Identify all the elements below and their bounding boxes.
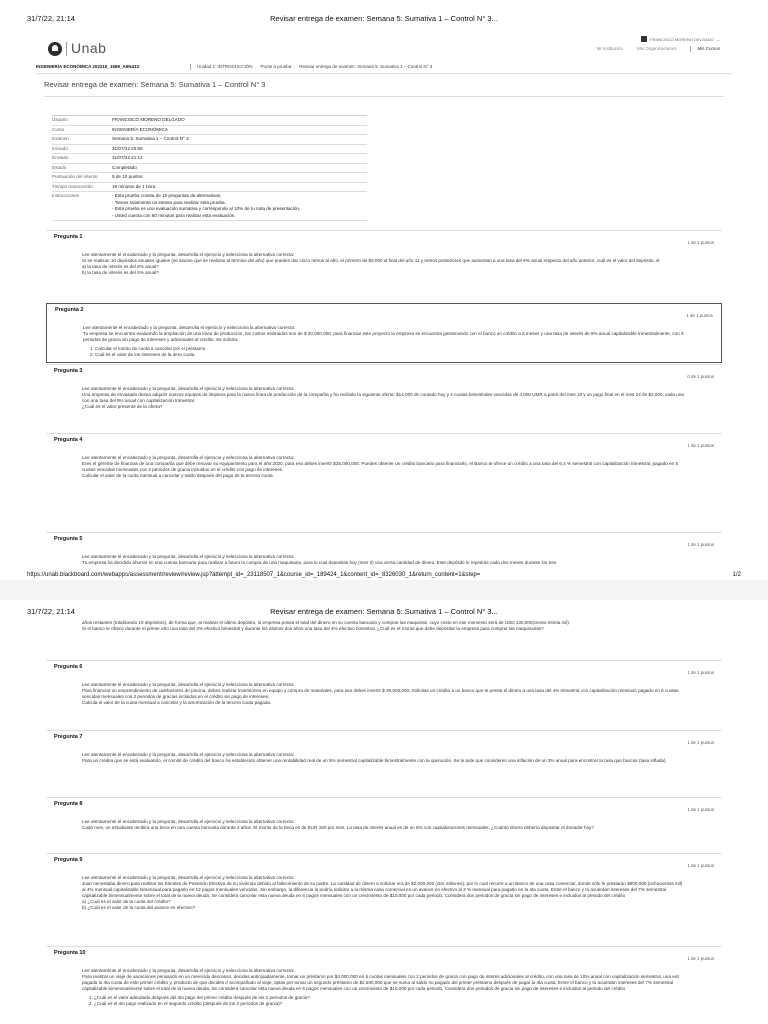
question-text: Lee atentamente el encabezado y la pregunta, desarrolla el ejercicio y selecciona la alternativa correcta: [82, 751, 295, 757]
question-points: 1 de 1 puntos [687, 863, 714, 868]
question-text: b) ¿Cuál es el valor de la cuota del avance en efectivo? [82, 904, 196, 910]
question-points: 1 de 1 puntos [687, 956, 714, 961]
info-label: Tiempo transcurrido [52, 183, 93, 189]
question-text: Lee atentamente el encabezado y la pregunta, desarrolla el ejercicio y selecciona la alternativa correcta: [82, 874, 295, 880]
question-block [46, 660, 722, 722]
info-value-line: - Esta prueba es una evaluación sumativa y corresponde al 10% de tu nota de presentación. [112, 206, 301, 211]
question-label: Pregunta 7 [54, 734, 83, 740]
question-block [46, 797, 722, 859]
attempt-info-table [52, 115, 367, 221]
question-block [46, 853, 722, 935]
question-body [46, 246, 722, 276]
page-gap [0, 580, 768, 600]
question-label: Pregunta 3 [54, 368, 83, 374]
question-body [46, 676, 722, 706]
question-text: ¿Cuál es el valor presente de la oferta? [82, 403, 163, 409]
question-subitems [82, 995, 686, 1007]
chevron-down-icon: ⌄ [716, 36, 720, 42]
question-text: Tu empresa ha decidido ahorrar en una cuenta bancaria para realizar a futuro la compra de una maquinaria, para lo cual depositas hoy (mes 0) una cierta cantidad de dinero. Este depósito lo repetirás cada dos meses durante los tres [82, 559, 557, 565]
question-header [46, 731, 722, 746]
unab-logo[interactable] [48, 39, 128, 59]
question-text: Para realizar un viaje de vacaciones pensando en un merecido descanso, decides anticipadamente, tomar un préstamo por $4,000,000 en 6 cuotas mensuales con 2 periodos de gracia con pago de interés adicionales al crédito, con una tasa de 10% anual con capitalización semestral, una vez pagada la 4ta cuota de este primer crédito y, producto de que decides ir acompañado al viaje, optas por tomar un segundo préstamo de $2,500,000 que se suma al saldo no pagado del primer préstamo después de pagar la 4ta cuota, Entre el banco y tú acuerdan intereses del 7% semestral capitalizable bimensualmente sobre el total de la nueva deuda, Se considera cancelar esta nueva deuda en 6 pagos mensuales con un crecimiento de $10,000 por cada periodo, Considera dos periodos de gracia sin pago de intereses e incluidos al periodo del crédito [82, 973, 680, 991]
question-points: 1 de 1 puntos [686, 313, 713, 318]
question-header [46, 434, 722, 449]
info-label: Usuario [52, 117, 68, 122]
question-header [46, 533, 722, 548]
question-label: Pregunta 6 [54, 664, 83, 670]
question-block [46, 946, 722, 1024]
question-5-continued [46, 620, 722, 632]
question-label: Pregunta 10 [54, 950, 86, 956]
question-points: 1 de 1 puntos [687, 443, 714, 448]
divider [44, 96, 724, 97]
info-value-line: INGENIERÍA ECONÓMICA [112, 126, 168, 132]
print-header [27, 14, 741, 26]
question-subitem: 2. ¿Cuál es el 4to pago realizado en el segundo crédito (después de los 2 periodos de gracia)? [94, 1001, 686, 1007]
question-header [47, 304, 721, 319]
question-text: a) la tasa de interés es del 8% anual? [82, 263, 159, 269]
question-header [46, 365, 722, 380]
breadcrumb-ponte-a-prueba[interactable]: Ponte a prueba [260, 64, 292, 69]
logo-divider [66, 42, 67, 56]
print-footer [27, 572, 741, 580]
info-row [52, 183, 367, 193]
link-mi-institucion[interactable]: Mi Institución [596, 46, 623, 51]
question-text: Lee atentamente el encabezado y la pregunta, desarrolla el ejercicio y selecciona la alternativa correcta: [82, 681, 295, 687]
question-subitem: 1. Calcular el monto de cuota a cancelar por el préstamo [95, 346, 685, 352]
question-block [46, 303, 722, 363]
question-text: Calcular el valor de la cuota mensual a cancelar y saldo después del pago de la tercera cuota. [82, 472, 274, 478]
print-header-2 [27, 607, 741, 619]
info-value [112, 192, 367, 220]
question-body [46, 380, 722, 410]
question-header [46, 798, 722, 813]
top-navigation-bar [36, 32, 732, 64]
question-points: 1 de 1 puntos [687, 740, 714, 745]
question-points: 1 de 1 puntos [687, 240, 714, 245]
info-value [112, 126, 367, 135]
info-row [52, 154, 367, 164]
link-mis-organizaciones[interactable]: Mis Organizaciones [636, 46, 677, 51]
question-text: Una empresa de envasado desea adquirir nuevos equipos de limpieza para la nueva línea de producción de la compañía y ha recibido la siguiente oferta: $14,000 de contado hoy y 4 cuotas bimestrales vencidas de 4,000 UMR a partir del mes 16 y un pago final en el mes 24 de $2,000, cada una con una tasa del 9% anual con capitalización trimestral. [82, 391, 684, 403]
question-label: Pregunta 5 [54, 536, 83, 542]
question-block [46, 730, 722, 792]
print-title-2: Revisar entrega de examen: Semana 5: Sumativa 1 – Control N° 3... [270, 607, 498, 616]
question-points: 0 de 1 puntos [687, 374, 714, 379]
info-value [112, 116, 367, 125]
question-label: Pregunta 8 [54, 801, 83, 807]
question-subitem: 2. Cuál es el valor de los intereses de la 3era cuota. [95, 352, 685, 358]
info-label: Iniciado [52, 145, 68, 151]
question-block [46, 230, 722, 300]
question-text: Lee atentamente el encabezado y la pregunta, desarrolla el ejercicio y selecciona la alternativa correcta: [82, 251, 295, 257]
question-body [46, 620, 722, 632]
info-value-line: Completado [112, 164, 137, 170]
question-text: Eres el gerente de finanzas de una compañía que debe renovar su equipamiento para el año 2020, para eso debes invertir $25,000,000. Puedes obtener un crédito bancario para financiarlo, el Banco te ofrece un crédito a una tasa del 6,4 % semestral con capitalización trimestral, pagado en 5 cuotas vencidas mensuales con 2 periodos de gracia incluidos en el crédito con pago de intereses. [82, 460, 679, 472]
question-text: Tu empresa se encuentra evaluando la ampliación de una línea de producción, los costos estimados son de $ 30,000,000, para financiar este proyecto la empresa se encuentra gestionando con el banco un crédito a 5 meses y una tasa de interés de 9% anual capitalizable trimestralmente, con 3 periodos de gracia sin pago de intereses y adicionales al crédito, Se solicita: [83, 330, 684, 342]
question-body [46, 869, 722, 911]
print-page-2 [0, 600, 768, 1024]
info-value-line: 31/07/22 20:55 [112, 145, 143, 151]
question-text: Lee atentamente el encabezado y la pregunta, desarrolla el ejercicio y selecciona la alternativa correcta: [82, 385, 295, 391]
info-value-line: - Usted cuenta con 60 minutos para realizar esta evaluación. [112, 212, 236, 218]
question-body [47, 319, 721, 358]
question-label: Pregunta 2 [55, 307, 84, 313]
print-date: 31/7/22, 21:14 [27, 14, 75, 23]
question-text: Juan necesitaba dinero para realizar los trámites de Posesión Efectiva de su vivienda debido al fallecimiento de su padre. La cantidad de dinero a solicitar era de $2,000,000 (dos millones), por lo cual recurre a un Banco de una casa comercial, donde sólo le prestarán $800,000 (ochocientos mil) al 4% mensual capitalizable bimensual para pagarlo en 12 pagos mensuales vencidos. Sin embargo, la diferencia la podría solicitar a la misma casa comercial en un avance en efectivo al 2 % mensual para pagarlo en la 4ta cuota, Entre el banco y tú acuerdan intereses del 7% semestral capitalizable bimensualmente sobre el total de la nueva deuda, Se considera cancelar esta nueva deuda en 6 pagos mensuales con un crecimiento de $10,000 por cada periodo, Considera dos periodos de gracia sin pago de intereses e incluidos al periodo del crédito [82, 880, 683, 898]
question-text: Lee atentamente el encabezado y la pregunta, desarrolla el ejercicio y selecciona la alternativa correcta: [82, 818, 295, 824]
question-header [46, 661, 722, 676]
logo-text: Unab [71, 40, 107, 57]
info-value-line: 9 de 10 puntos [112, 174, 143, 179]
question-body [46, 746, 722, 764]
question-text: Lee atentamente el encabezado y la pregunta, desarrolla el ejercicio y selecciona la alternativa correcta: [82, 553, 295, 559]
institution-links [597, 46, 720, 52]
info-value-line: Semana 5: Sumativa 1 – Control N° 3 [112, 136, 189, 141]
question-label: Pregunta 4 [54, 437, 83, 443]
question-header [46, 231, 722, 246]
print-url: https://unab.blackboard.com/webapps/assessment/review/review.jsp?attempt_id=_23118507_1&course_id=_189424_1&content_id=_8326030_1&return_content=1&step= [27, 572, 481, 578]
print-date-2: 31/7/22, 21:14 [27, 607, 75, 616]
link-mis-cursos[interactable]: Mis Cursos [690, 46, 720, 52]
question-points: 1 de 1 puntos [687, 670, 714, 675]
question-text: Para un crédito que se está evaluando, el comité de crédito del banco ha establecido obtener una rentabilidad real de un 5% semestral capitalizable bimestralmente con la operación. Se te pide que consideres una inflación de un 3% anual para encontrar la tasa que buscas (tasa inflada). [82, 757, 667, 763]
course-breadcrumb-bar [36, 64, 732, 74]
question-text: Lee atentamente el encabezado y la pregunta, desarrolla el ejercicio y selecciona la alternativa correcta: [82, 967, 295, 973]
question-text: años restantes (totalizando 19 depósitos), de forma que, al realizar el último depósito, la empresa posea el total del dinero en su cuenta bancaria y comprar las maquinas, cuyo costo en ese momento será de USD 130,000(ciento treinta mil). [82, 620, 571, 625]
info-label: Curso [52, 126, 65, 132]
info-row [52, 126, 367, 136]
question-text: b) la tasa de interés es del 6% anual? [82, 269, 159, 275]
question-label: Pregunta 9 [54, 857, 83, 863]
question-body [46, 548, 722, 566]
question-text: Calcula el valor de la cuota mensual a cancelar y la amortización de la tercera cuota pagada. [82, 699, 272, 705]
question-body [46, 449, 722, 479]
question-text: Si el banco te ofrece durante el primer año una tasa del 3% efectivo bimestral y durante los últimos dos años una tasa del 4% efectivo bimestral, ¿Cuál es el monto que debe depositar la empresa para comprar las maquinarias? [82, 626, 544, 631]
info-value [112, 154, 367, 163]
info-value-line: - Esta prueba consta de 10 preguntas de alternativas, [112, 193, 222, 198]
question-text: Lee atentamente el encabezado y la pregunta, desarrolla el ejercicio y selecciona la alternativa correcta: [83, 324, 296, 330]
info-row [52, 145, 367, 155]
info-label: Enviado [52, 155, 69, 160]
breadcrumb [190, 64, 432, 70]
info-value [112, 164, 367, 173]
question-subitem: 1. ¿Cuál es el valor adeudado después del 4to pago del primer crédito después de los 2 periodos de gracia? [94, 995, 686, 1001]
question-text: Lee atentamente el encabezado y la pregunta, desarrolla el ejercicio y selecciona la alternativa correcta: [82, 454, 295, 460]
user-menu[interactable] [641, 36, 720, 42]
question-points: 1 de 1 puntos [687, 542, 714, 547]
info-value-line: 19 minutos de 1 hora [112, 183, 156, 189]
info-label: Estado [52, 164, 67, 170]
info-value [112, 183, 367, 192]
info-row [52, 192, 367, 221]
info-row [52, 164, 367, 174]
question-header [46, 947, 722, 962]
info-value [112, 145, 367, 154]
question-block [46, 433, 722, 527]
question-block [46, 364, 722, 432]
info-label: Puntuación del intento [52, 174, 98, 179]
user-name: FRANCISCO MORENO DELGADO [650, 36, 714, 42]
page-title: Revisar entrega de examen: Semana 5: Sumativa 1 – Control N° 3 [44, 80, 266, 89]
breadcrumb-unidad[interactable]: Unidad 1: INTRODUCCIÓN [197, 64, 253, 69]
breadcrumb-current: Revisar entrega de examen: Semana 5: Sumativa 1 – Control N° 3 [299, 64, 433, 69]
info-label: Examen [52, 136, 69, 141]
info-value-line: FRANCISCO MORENO DELGADO [112, 117, 185, 122]
question-body [46, 962, 722, 1007]
question-points: 1 de 1 puntos [687, 807, 714, 812]
info-value-line: - Tienes solamente un intento para realizar esta prueba. [112, 199, 226, 205]
question-subitems [83, 346, 685, 358]
info-value [112, 173, 367, 182]
unab-logo-icon [48, 42, 62, 56]
info-value [112, 135, 367, 144]
question-text: Si se realizan 10 depósitos anuales iguales (se asume que se realizan al término del año) que pueden dar cinco retiros al año, el primero de $5,000 al final del año 11 y retiros posteriores que aumentan a una tasa del 6% anual respecto del año anterior, cuál es el valor del depósito, si: [82, 257, 661, 263]
question-label: Pregunta 1 [54, 234, 83, 240]
question-body [46, 813, 722, 831]
info-row [52, 173, 367, 183]
question-block [46, 532, 722, 572]
course-name[interactable]: INGENIERÍA ECONÓMICA 202215_1589_AIIN413 [36, 64, 139, 69]
print-page-number: 1/2 [732, 572, 741, 578]
info-label: Instrucciones [52, 193, 80, 198]
question-text: Para financiar un emprendimiento de calefactores de piscina, debes realizar inversiones en equipo y compra de materiales, para eso debes invertir $ 30,000,000, Solicitas un crédito a un banco que te presta el dinero a una tasa del 4% trimestral con capitalización mensual, pagado en 5 cuotas vencidas mensuales con 2 periodos de gracias incluidos en el crédito sin pago de intereses. [82, 687, 679, 699]
info-row [52, 135, 367, 145]
question-header [46, 854, 722, 869]
question-text: Cada mes, un estudiante recibirá una beca en una cuenta bancaria durante 4 años. El monto de la beca es de EUR 150 por mes. La tasa de interés anual es de un 6% con capitalizaciones mensuales. ¿Cuánto dinero debería depositar el donador hoy? [82, 824, 595, 830]
info-row [52, 116, 367, 126]
print-title: Revisar entrega de examen: Semana 5: Sumativa 1 – Control N° 3... [270, 14, 498, 23]
question-text: a) ¿Cuál es el valor de la cuota del crédito? [82, 898, 171, 904]
avatar [641, 36, 647, 42]
info-value-line: 31/07/22 21:14 [112, 155, 143, 160]
